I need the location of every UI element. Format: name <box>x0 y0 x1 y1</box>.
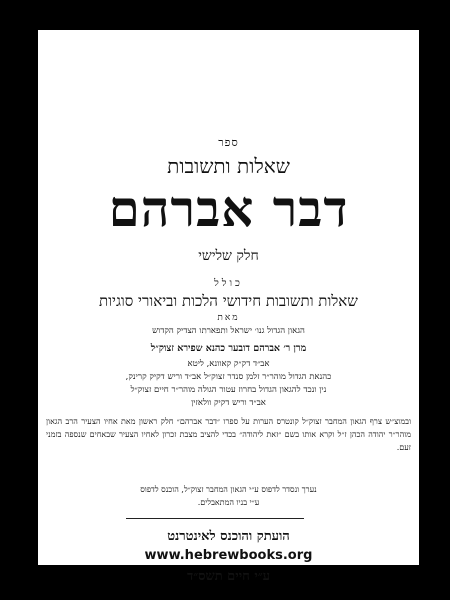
digitization-note: הועתק והוכנס לאינטרנט <box>167 529 290 544</box>
book-title: דבר אברהם <box>108 179 349 238</box>
book-label: ספר <box>218 136 239 149</box>
author-credit-line: הגאון הגדול גנו׳ ישראל ותפארתו הצדיק הקדוש <box>152 326 305 336</box>
book-subtitle: שאלות ותשובות <box>167 154 290 178</box>
author-name: מרן ר׳ אברהם דובער כהנא שפירא זצוק״ל <box>150 343 307 354</box>
by-label: מאת <box>217 313 240 323</box>
printing-note: ע״י בניו המתאבלים. <box>197 498 260 507</box>
title-page <box>38 30 419 584</box>
appendix-paragraph: ובמוצ״ש צרף הגאון המחבר זצוק״ל קונטרס הערות על ספרו ״דבר אברהם״ חלק ראשון מאת אחיו הצעיר הרב הגאון מוהר״ר יהודה הכהן ז״ל וקרא אותו בשם ״זאת ליהודה״ בכדי להציב מצבת זכרון לאחיו הצעיר שבאחים שנספה בזמני זעם. <box>46 417 411 452</box>
author-credit-line: כהנאת הגדול מוהר״ר זלמן סנדר זצוק״ל אב״ד וריש דקיק קרינק, <box>125 372 332 382</box>
divider <box>126 518 304 519</box>
contents-description: שאלות ותשובות חידושי הלכות וביאורי סוגיות <box>99 292 358 310</box>
author-credit-line: אב״ד וריש דקיק וולאזין <box>191 398 266 408</box>
author-credit-line: אב״ד דק״ק קאוונא, ליטא <box>187 359 270 369</box>
volume-label: חלק שלישי <box>198 248 259 264</box>
digitization-credit: ע״י חיים תשס״ד <box>186 569 271 584</box>
includes-label: כולל <box>214 278 243 289</box>
author-credit-line: נין ונכד להגאון הגדול בחרוז עטור הגולה מוהר״ר חיים זצוק״ל <box>130 385 327 395</box>
digitization-url: www.hebrewbooks.org <box>144 548 313 563</box>
printing-note: נערך ונסדר לדפוס ע״י הגאון המחבר זצוק״ל, הוכנס לדפוס <box>140 485 317 494</box>
